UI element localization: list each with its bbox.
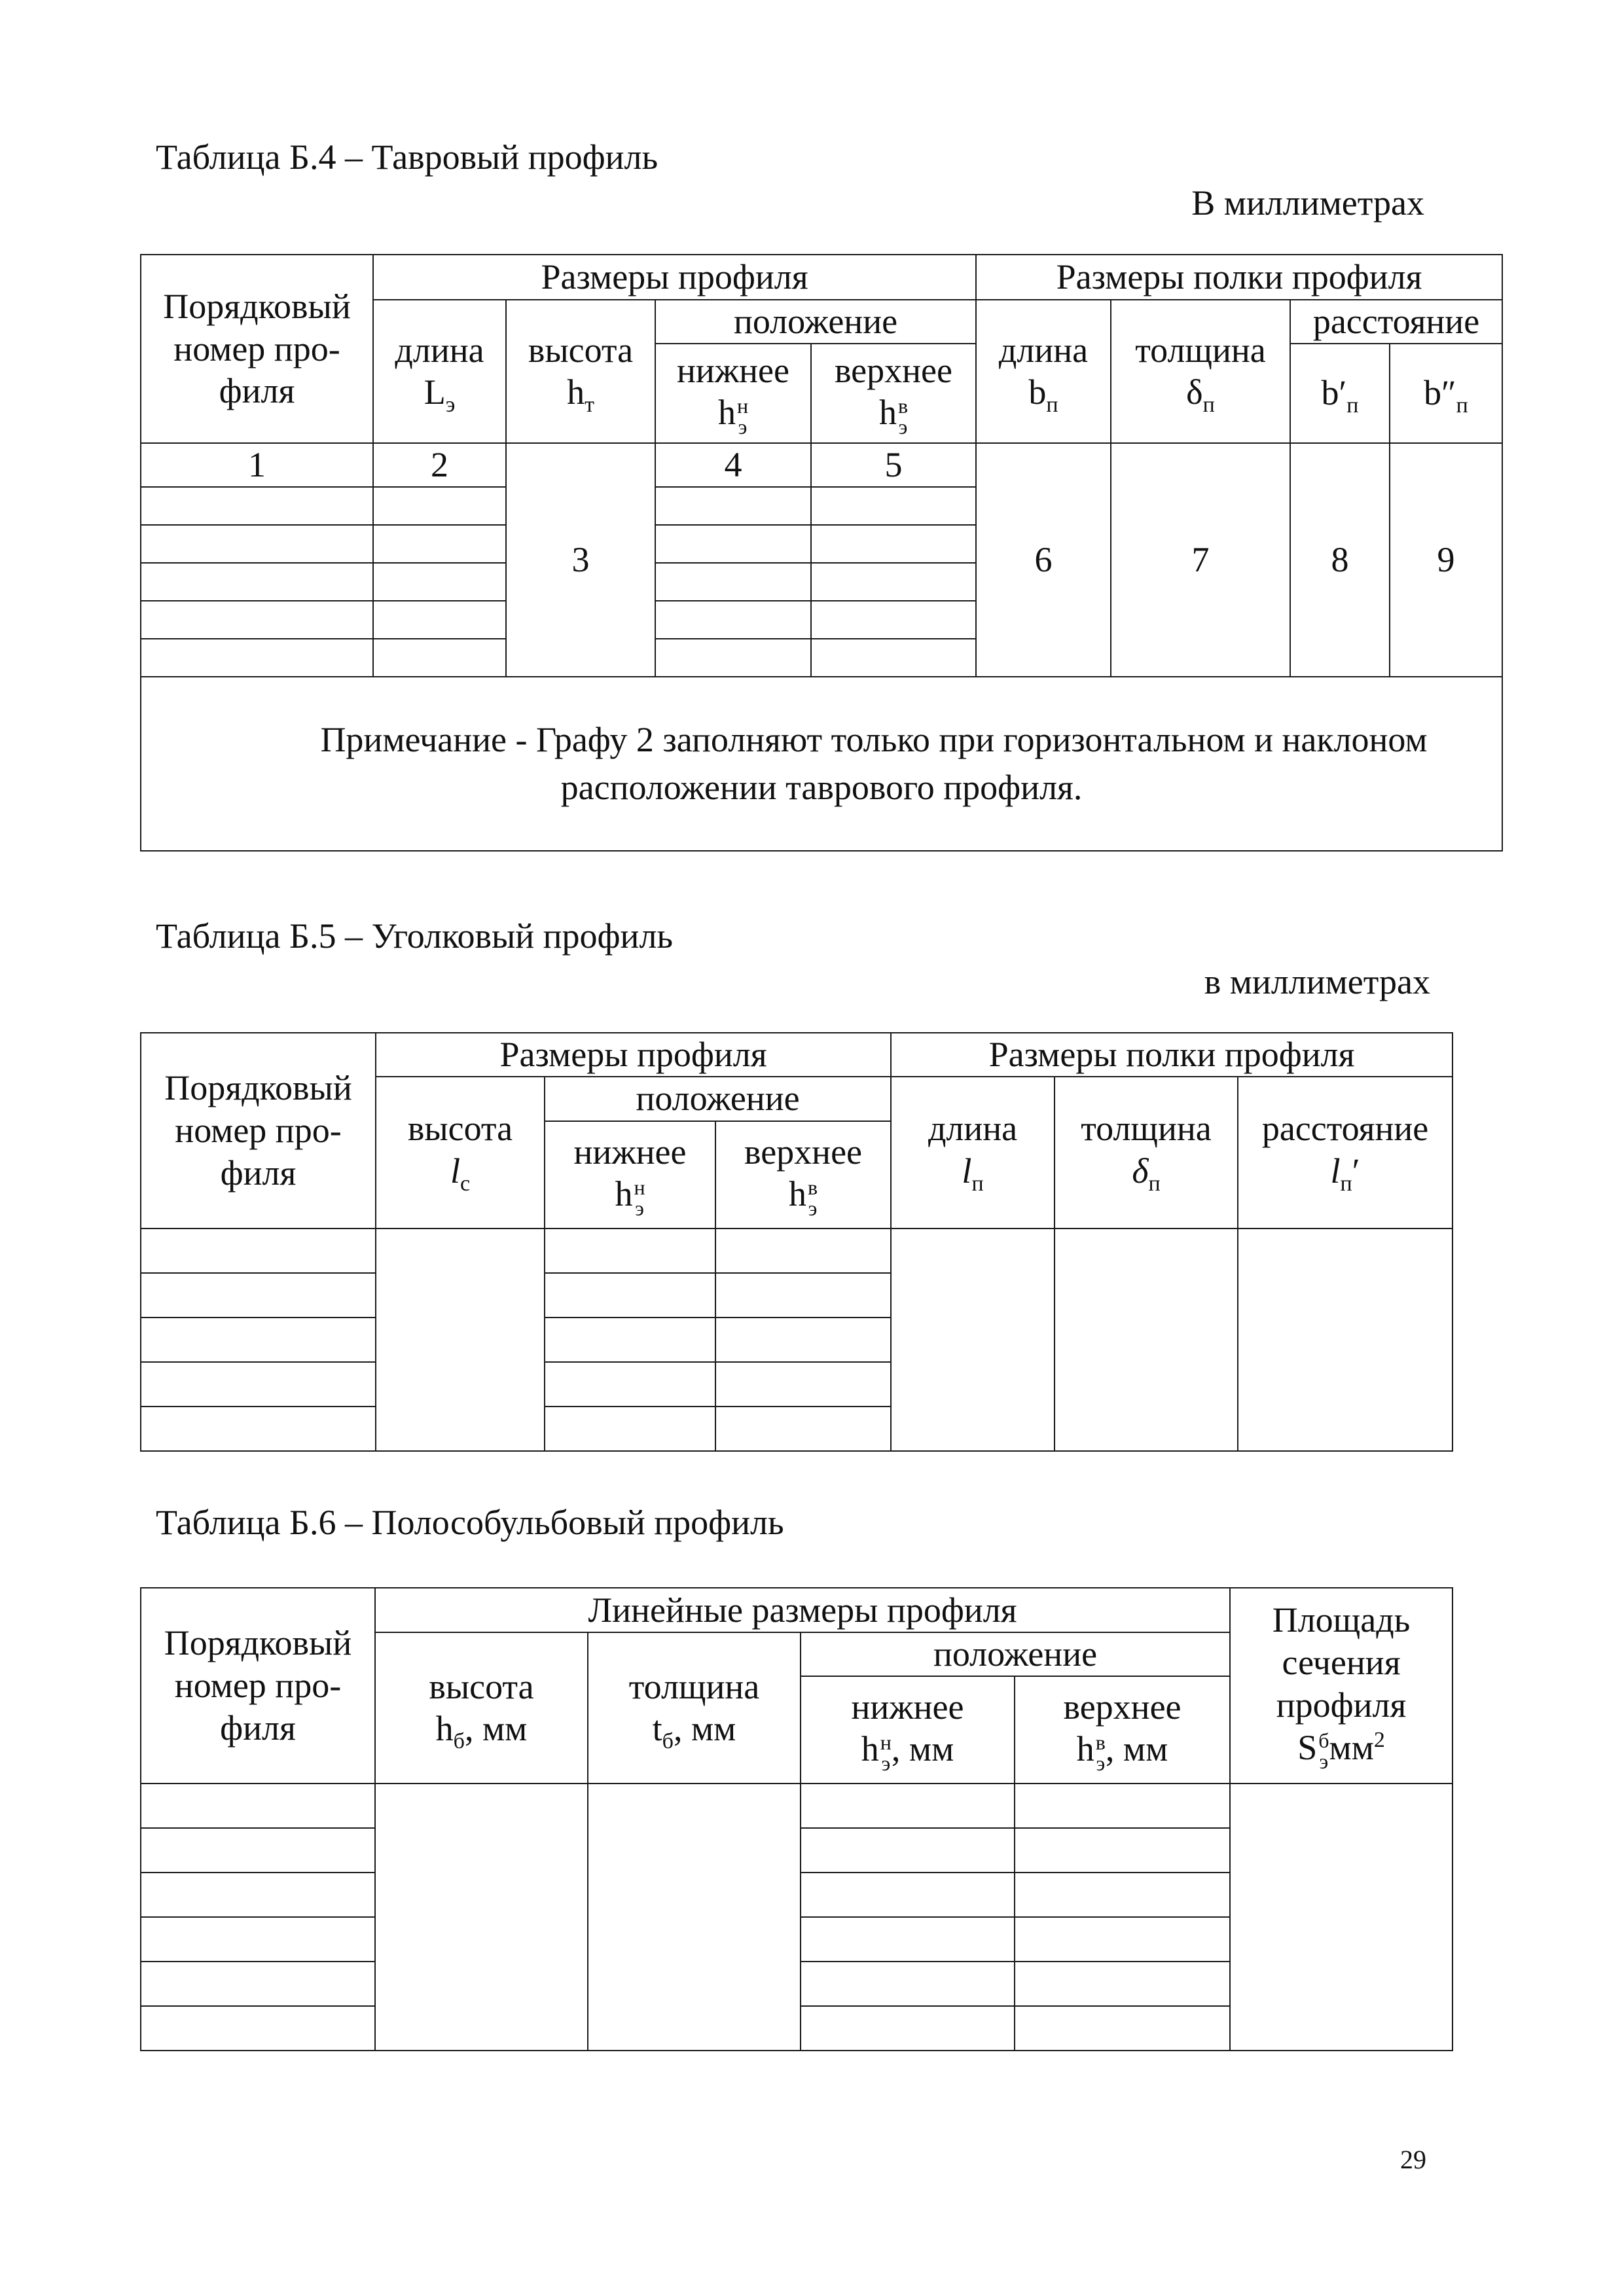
header-length: длина $L_э$ <box>373 300 506 443</box>
table-b6-caption: Таблица Б.6 – Полособульбовый профиль <box>156 1503 784 1542</box>
table-b4-caption: Таблица Б.4 – Тавровый профиль <box>156 137 659 177</box>
header-order: Порядковый номер про-филя <box>141 1033 376 1229</box>
column-number-9: 9 <box>1390 443 1502 677</box>
column-number-5: 5 <box>811 443 976 487</box>
header-linear-size: Линейные размеры профиля <box>375 1588 1230 1632</box>
page-number: 29 <box>1400 2145 1426 2174</box>
header-lower: нижнее h н э <box>545 1121 715 1229</box>
header-position: положение <box>545 1077 891 1121</box>
column-number-7: 7 <box>1111 443 1290 677</box>
header-lower: нижнее h н э , мм <box>801 1676 1015 1784</box>
column-number-6: 6 <box>976 443 1111 677</box>
header-thickness: толщина $\delta_п$ <box>1055 1077 1238 1229</box>
column-number-3: 3 <box>506 443 655 677</box>
header-distance-1: $b'_п$ <box>1290 344 1390 443</box>
table-b6 <box>140 1587 1453 2051</box>
header-flange-size: Размеры полки профиля <box>891 1033 1453 1077</box>
table-b5-units: в миллиметрах <box>1204 962 1430 1001</box>
column-number-4: 4 <box>655 443 811 487</box>
table-row <box>141 1784 1453 1828</box>
header-upper: верхнее h в э <box>715 1121 891 1229</box>
header-order: Порядковый номер про-филя <box>141 1588 375 1784</box>
table-b5 <box>140 1032 1453 1452</box>
table-b5-caption: Таблица Б.5 – Уголковый профиль <box>156 916 674 956</box>
table-b4-units: В миллиметрах <box>1191 183 1424 223</box>
header-upper: верхнее h в э , мм <box>1015 1676 1230 1784</box>
header-upper: верхнее h в э <box>811 344 976 443</box>
header-distance: расстояние <box>1290 300 1502 344</box>
table-row <box>141 1229 1453 1273</box>
header-flange-length: длина $b_п$ <box>976 300 1111 443</box>
header-distance: расстояние $l_п'$ <box>1238 1077 1453 1229</box>
header-position: положение <box>801 1632 1230 1676</box>
table-b4 <box>140 254 1503 852</box>
header-flange-length: длина $l_п$ <box>891 1077 1055 1229</box>
header-lower: нижнее h н э <box>655 344 811 443</box>
header-area: Площадь сечения профиля S б э $мм^2$ <box>1230 1588 1453 1784</box>
header-height: высота $l_с$ <box>376 1077 545 1229</box>
header-profile-size: Размеры профиля <box>376 1033 891 1077</box>
header-profile-size: Размеры профиля <box>373 255 976 300</box>
table-b4-note: Примечание - Графу 2 заполняют только при горизонтальном и наклоном расположении таврового профиля. <box>141 677 1502 851</box>
header-height: высота $h_т$ <box>506 300 655 443</box>
column-number-1: 1 <box>141 443 373 487</box>
column-number-2: 2 <box>373 443 506 487</box>
header-thickness: толщина $t_б$, мм <box>588 1632 801 1784</box>
header-flange-size: Размеры полки профиля <box>976 255 1502 300</box>
header-distance-2: $b''_п$ <box>1390 344 1502 443</box>
column-number-8: 8 <box>1290 443 1390 677</box>
header-order: Порядковый номер про-филя <box>141 255 373 443</box>
header-height: высота $h_б$, мм <box>375 1632 588 1784</box>
header-position: положение <box>655 300 976 344</box>
header-thickness: толщина $\delta_п$ <box>1111 300 1290 443</box>
